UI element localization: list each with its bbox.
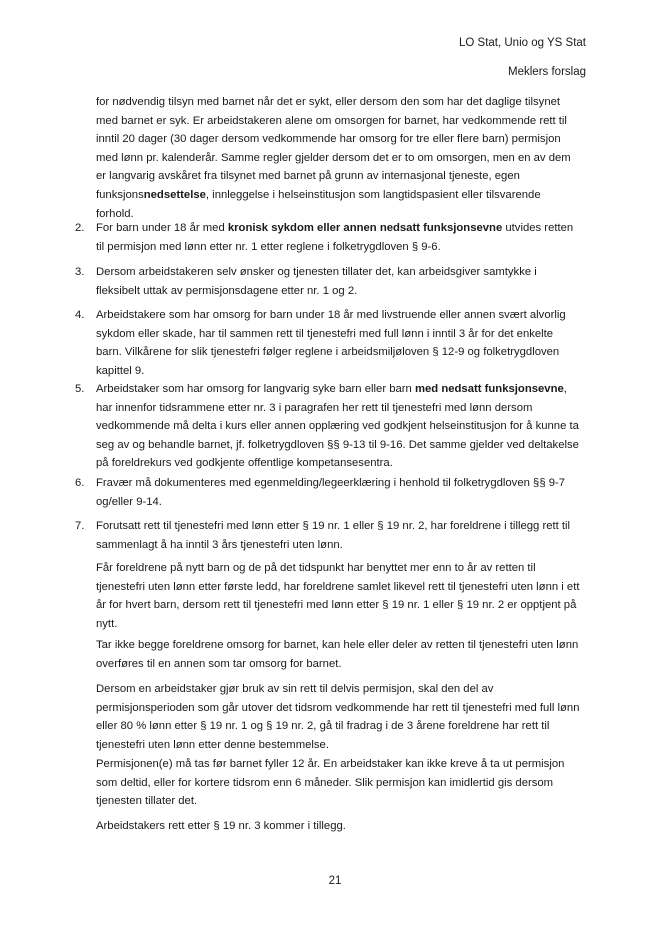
body-paragraph: Dersom en arbeidstaker gjør bruk av sin rett til delvis permisjon, skal den del av permisjonsperioden som går utover det tidsrom vedkommende har rett til tjenestefri med full lønn eller 80 % lønn etter § 19 nr. 1 og § 19 nr. 2, gå til fradrag i de 3 årene foreldrene har rett til tjenestefri uten lønn etter denne bestemmelse.	[96, 683, 580, 751]
body-paragraph: Tar ikke begge foreldrene omsorg for barnet, kan hele eller deler av retten til tjenestefri uten lønn overføres til en annen som tar omsorg for barnet.	[96, 639, 579, 670]
item-2-text: For barn under 18 år med kronisk sykdom eller annen nedsatt funksjonsevne utvides retten til permisjon med lønn etter nr. 1 etter reglene i folketrygdloven § 9-6.	[96, 222, 574, 253]
item-number: 6.	[75, 477, 85, 489]
item-number: 4.	[75, 309, 85, 321]
header-parties: LO Stat, Unio og YS Stat	[459, 37, 586, 49]
header-proposal: Meklers forslag	[508, 66, 586, 78]
item-5-text: Arbeidstaker som har omsorg for langvarig syke barn eller barn med nedsatt funksjonsevne, har innenfor tidsrammene etter nr. 3 i paragrafen her rett til tjenestefri med lønn dersom vedkommende må delta i kurs eller annen opplæring ved godkjent helseinstitusjon for å kunne ta seg av og behandle barnet, jf. folketrygdloven §§ 9-13 til 9-16. Det samme gjelder ved deltakelse på foreldrekurs ved godkjente offentlige kompetansesentra.	[96, 383, 579, 470]
item-number: 3.	[75, 266, 85, 278]
item-3-text: Dersom arbeidstakeren selv ønsker og tjenesten tillater det, kan arbeidsgiver samtykke i fleksibelt uttak av permisjonsdagene etter nr. 1 og 2.	[96, 266, 537, 297]
intro-paragraph: for nødvendig tilsyn med barnet når det er sykt, eller dersom den som har det daglige tilsynet med barnet er syk. Er arbeidstakeren alene om omsorgen for barnet, har vedkommende rett til inntil 20 dager (30 dager dersom vedkommende har omsorg for tre eller flere barn) permisjon med lønn pr. kalenderår. Samme regler gjelder dersom det er to om omsorgen, men en av dem er langvarig avskåret fra tilsynet med barnet på grunn av internasjonal tjeneste, egen funksjonsnedsettelse, innleggelse i helseinstitusjon som langtidspasient eller tilsvarende forhold.	[96, 96, 571, 220]
body-paragraph: Arbeidstakers rett etter § 19 nr. 3 kommer i tillegg.	[96, 820, 346, 832]
item-7-text: Forutsatt rett til tjenestefri med lønn etter § 19 nr. 1 eller § 19 nr. 2, har foreldrene i tillegg rett til sammenlagt å ha inntil 3 års tjenestefri uten lønn.	[96, 520, 571, 551]
item-number: 5.	[75, 383, 85, 395]
item-number: 7.	[75, 520, 85, 532]
body-paragraph: Permisjonen(e) må tas før barnet fyller 12 år. En arbeidstaker kan ikke kreve å ta ut permisjon som deltid, eller for kortere tidsrom enn 6 måneder. Slik permisjon kan imidlertid gis dersom tjenesten tillater det.	[96, 758, 565, 808]
item-number: 2.	[75, 222, 85, 234]
page-number: 21	[328, 875, 342, 887]
body-paragraph: Får foreldrene på nytt barn og de på det tidspunkt har benyttet mer enn to år av retten til tjenestefri uten lønn etter første ledd, har foreldrene samlet likevel rett til tjenestefri uten lønn i ett år for hvert barn, dersom rett til tjenestefri med lønn etter § 19 nr. 1 eller § 19 nr. 2 er opptjent på nytt.	[96, 562, 580, 630]
item-4-text: Arbeidstakere som har omsorg for barn under 18 år med livstruende eller annen svært alvorlig sykdom eller skade, har til sammen rett til tjenestefri med full lønn i inntil 3 år for det enkelte barn. Vilkårene for slik tjenestefri følger reglene i arbeidsmiljøloven § 12-9 og folketrygdloven kapittel 9.	[96, 309, 566, 377]
item-6-text: Fravær må dokumenteres med egenmelding/legeerklæring i henhold til folketrygdloven §§ 9-7 og/eller 9-14.	[96, 477, 566, 508]
